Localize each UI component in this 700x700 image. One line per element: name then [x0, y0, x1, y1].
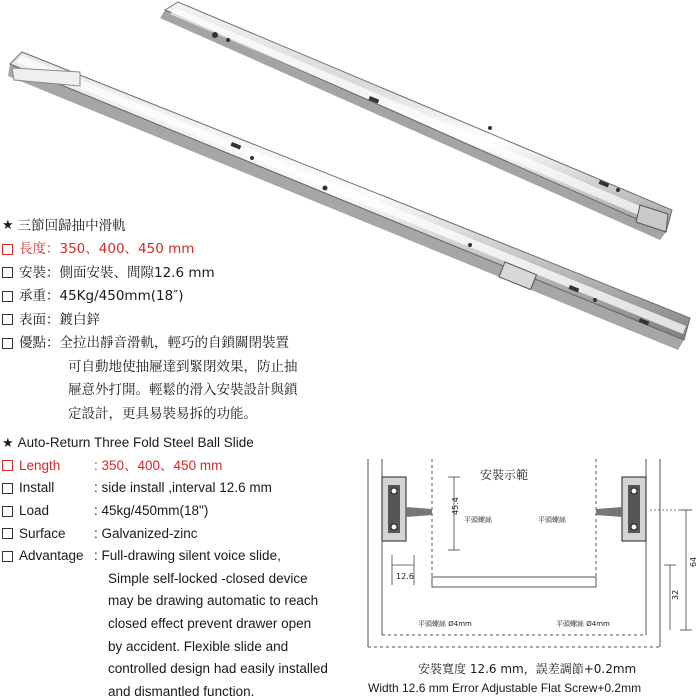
checkbox-icon: [2, 338, 13, 349]
screw-label-bottom-left: 平頭螺絲 Ø4mm: [418, 620, 472, 628]
zh-surface-value: 鍍白鋅: [59, 311, 100, 328]
zh-surface-label: 表面：: [19, 311, 60, 328]
zh-load-label: 承重：: [19, 288, 60, 305]
caption-english: Width 12.6 mm Error Adjustable Flat Screw+0.2mm: [368, 681, 642, 695]
en-surface-value: : Galvanized-zinc: [94, 525, 198, 541]
zh-length-value: 350、400、450 mm: [59, 241, 195, 258]
checkbox-icon: [2, 528, 13, 539]
en-title: Auto-Return Three Fold Steel Ball Slide: [17, 435, 254, 451]
en-advantage-line: by accident. Flexible slide and: [108, 638, 289, 654]
zh-surface-row: [2, 308, 298, 332]
en-load-label: Load: [19, 503, 50, 519]
en-surface-row: [2, 522, 328, 545]
en-load-row: [2, 500, 328, 523]
en-advantage-row: [2, 545, 328, 568]
en-title-row: [2, 432, 328, 455]
zh-advantage-line: 屜意外打開。輕鬆的滑入安裝設計與鎖: [68, 382, 298, 399]
checkbox-icon: [2, 291, 13, 302]
checkbox-icon: [2, 460, 13, 471]
zh-advantage-line: 全拉出靜音滑軌，輕巧的自鎖關閉裝置: [59, 335, 289, 352]
right-slide-profile: [596, 477, 646, 541]
cabinet-outline: [368, 459, 660, 647]
zh-load-row: [2, 285, 298, 309]
en-install-value: : side install ,interval 12.6 mm: [94, 480, 272, 496]
screw-label-left: 平頭螺絲: [464, 516, 492, 524]
en-surface-label: Surface: [19, 525, 66, 541]
zh-install-value: 側面安裝、間隙12.6 mm: [59, 264, 215, 281]
installation-diagram: [360, 455, 700, 655]
zh-title: 三節回歸抽中滑軌: [17, 217, 126, 234]
en-advantage-line: controlled design had easily installed: [108, 661, 328, 677]
en-length-value: : 350、400、450 mm: [94, 457, 223, 473]
caption-chinese: 安裝寬度 12.6 mm，誤差調節+0.2mm: [418, 662, 637, 676]
zh-length-row: [2, 238, 298, 262]
zh-length-label: 長度：: [19, 241, 60, 258]
star-icon: ★: [2, 435, 14, 451]
zh-install-row: [2, 261, 298, 285]
checkbox-icon: [2, 506, 13, 517]
zh-title-row: [2, 214, 298, 238]
zh-advantage-row: [2, 332, 298, 356]
dim-gap-label: 12.6: [396, 572, 414, 581]
screw-label-bottom-right: 平頭螺絲 Ø4mm: [556, 620, 610, 628]
en-length-row: [2, 455, 328, 478]
dim-height-label: 45.4: [451, 497, 460, 515]
checkbox-icon: [2, 551, 13, 562]
en-length-label: Length: [19, 457, 61, 473]
diagram-title: 安裝示範: [480, 468, 529, 482]
checkbox-icon: [2, 244, 13, 255]
zh-install-label: 安裝：: [19, 264, 60, 281]
checkbox-icon: [2, 267, 13, 278]
zh-advantage-line: 定設計，更具易裝易拆的功能。: [68, 405, 257, 422]
en-advantage-line: and dismantled function.: [108, 683, 255, 699]
en-advantage-label: Advantage: [19, 548, 84, 564]
english-spec-list: [2, 432, 328, 700]
zh-advantage-label: 優點：: [19, 335, 60, 352]
en-advantage-line: may be drawing automatic to reach: [108, 593, 319, 609]
dim-32-label: 32: [671, 589, 680, 600]
chinese-spec-list: [2, 214, 298, 426]
screw-label-right: 平頭螺絲: [538, 516, 566, 524]
checkbox-icon: [2, 314, 13, 325]
left-slide-profile: [382, 477, 432, 541]
en-install-row: [2, 477, 328, 500]
slide-back: [160, 2, 672, 240]
en-install-label: Install: [19, 480, 55, 496]
star-icon: ★: [2, 217, 14, 233]
zh-advantage-line: 可自動地使抽屜達到緊閉效果，防止抽: [68, 358, 298, 375]
en-advantage-line: Simple self-locked -closed device: [108, 570, 308, 586]
zh-load-value: 45Kg/450mm(18″): [59, 288, 184, 305]
en-advantage-line: : Full-drawing silent voice slide,: [94, 548, 281, 564]
dim-64-label: 64: [689, 556, 698, 567]
checkbox-icon: [2, 483, 13, 494]
en-load-value: : 45kg/450mm(18"): [94, 503, 209, 519]
en-advantage-line: closed effect prevent drawer open: [108, 616, 312, 632]
